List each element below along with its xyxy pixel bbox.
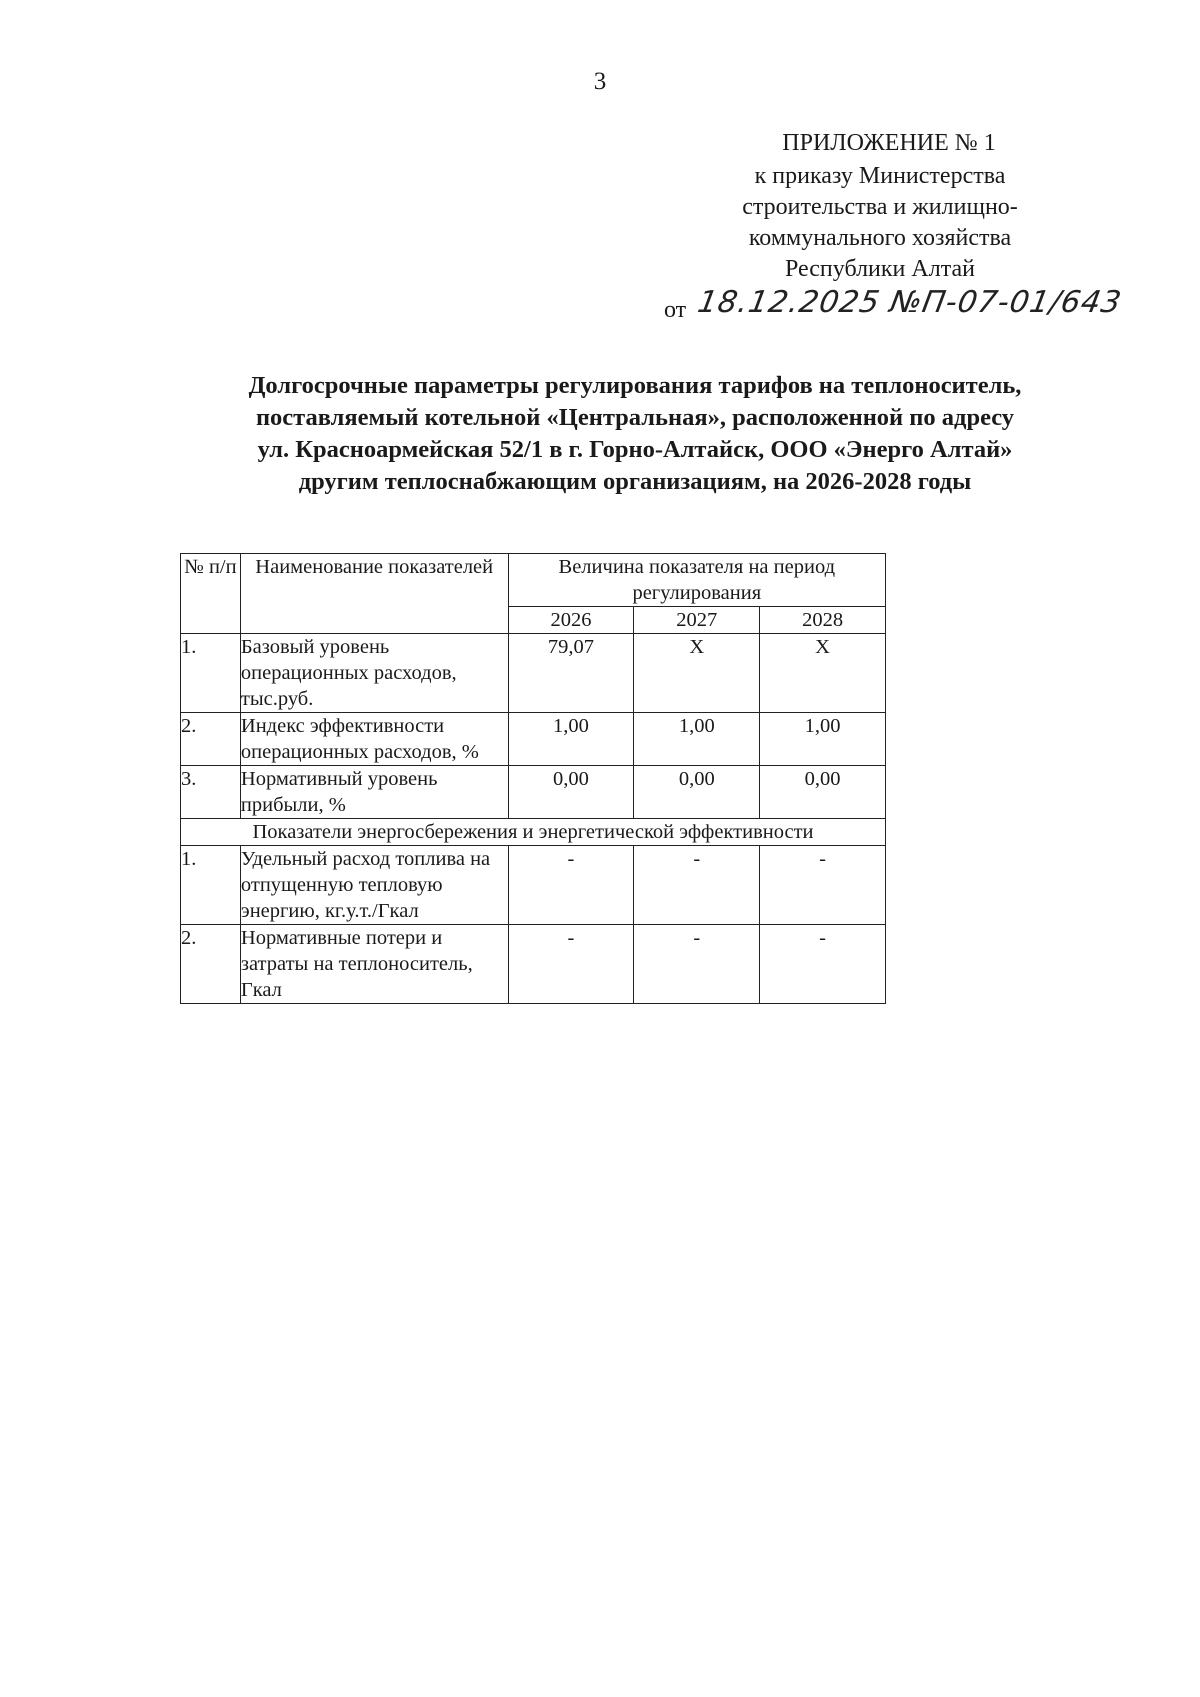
row-value: 0,00 [634, 766, 760, 819]
row-value: 1,00 [634, 713, 760, 766]
row-number: 1. [181, 634, 241, 713]
row-value: - [760, 846, 886, 925]
order-prefix: от [664, 297, 687, 323]
row-value: 1,00 [508, 713, 634, 766]
header-indicator-name: Наименование показателей [240, 554, 508, 634]
heading-line: Долгосрочные параметры регулирования тарифов на теплоноситель, [248, 372, 1022, 399]
row-indicator-name: Индекс эффективности операционных расходов, % [240, 713, 508, 766]
table-row [181, 925, 886, 1004]
appendix-title: ПРИЛОЖЕНИЕ № 1 [782, 130, 996, 156]
row-value: - [508, 925, 634, 1004]
row-value: - [508, 846, 634, 925]
row-indicator-name: Удельный расход топлива на отпущенную тепловую энергию, кг.у.т./Гкал [240, 846, 508, 925]
row-number: 3. [181, 766, 241, 819]
header-year: 2026 [508, 607, 634, 634]
table-section-row [181, 819, 886, 846]
row-value: Х [634, 634, 760, 713]
row-value: 0,00 [760, 766, 886, 819]
table-header-row [181, 554, 886, 607]
row-number: 2. [181, 925, 241, 1004]
parameters-table [180, 553, 886, 1004]
table-row [181, 766, 886, 819]
table-row [181, 713, 886, 766]
row-number: 2. [181, 713, 241, 766]
header-year: 2027 [634, 607, 760, 634]
header-number: № п/п [181, 554, 241, 634]
appendix-block [664, 128, 1125, 331]
row-value: - [634, 925, 760, 1004]
table-row [181, 846, 886, 925]
row-value: - [634, 846, 760, 925]
row-value: 1,00 [760, 713, 886, 766]
document-heading [170, 370, 1100, 498]
appendix-line: Республики Алтай [785, 256, 975, 282]
row-value: Х [760, 634, 886, 713]
row-value: 0,00 [508, 766, 634, 819]
appendix-line: коммунального хозяйства [748, 225, 1012, 251]
page-number: 3 [593, 68, 607, 95]
section-title: Показатели энергосбережения и энергетической эффективности [181, 819, 886, 846]
order-reference [664, 285, 1125, 331]
row-number: 1. [181, 846, 241, 925]
heading-line: другим теплоснабжающим организациям, на 2026-2028 годы [298, 468, 972, 495]
handwritten-order-number: 18.12.2025 №П-07-01/643 [694, 285, 1125, 320]
row-value: 79,07 [508, 634, 634, 713]
row-value: - [760, 925, 886, 1004]
table-row [181, 634, 886, 713]
row-indicator-name: Нормативные потери и затраты на теплоноситель, Гкал [240, 925, 508, 1004]
appendix-line: строительства и жилищно- [742, 194, 1018, 220]
heading-line: ул. Красноармейская 52/1 в г. Горно-Алтайск, ООО «Энерго Алтай» [257, 436, 1013, 463]
appendix-line: к приказу Министерства [754, 163, 1006, 189]
row-indicator-name: Базовый уровень операционных расходов, тыс.руб. [240, 634, 508, 713]
header-year: 2028 [760, 607, 886, 634]
heading-line: поставляемый котельной «Центральная», расположенной по адресу [255, 404, 1015, 431]
row-indicator-name: Нормативный уровень прибыли, % [240, 766, 508, 819]
header-value-group: Величина показателя на период регулирования [508, 554, 885, 607]
